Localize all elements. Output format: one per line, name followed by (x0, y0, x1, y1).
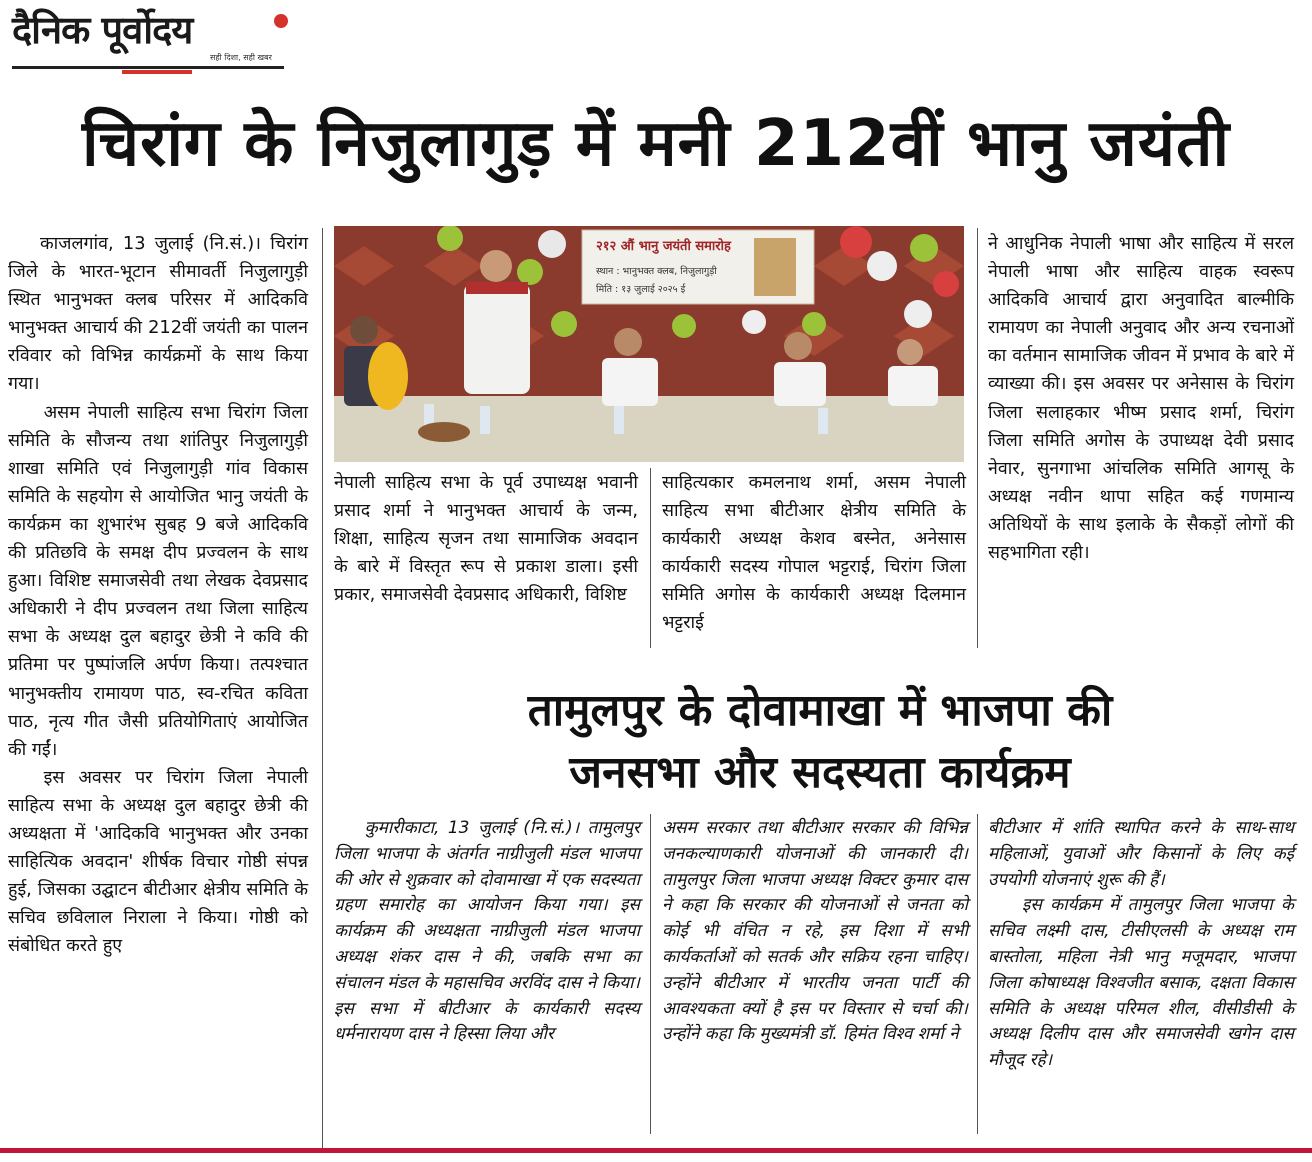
story1-column-2 (334, 469, 638, 609)
story2-col3-para-2: इस कार्यक्रम में तामुलपुर जिला भाजपा के सचिव लक्ष्मी दास, टीसीएलसी के अध्यक्ष राम बास्तोला, महिला नेत्री भानु मजूमदार, भाजपा जिला कोषाध्यक्ष विश्वजीत बसाक, दक्षता विकास समिति के अध्यक्ष परिमल शील, वीसीडीसी के अध्यक्ष दिलीप दास और समाजसेवी खगेन दास मौजूद रहे। (988, 895, 1294, 1071)
headline-second (330, 680, 1310, 804)
story2-column-2 (662, 816, 968, 1048)
photo-banner-title: २१२ औं भानु जयंती समारोह (596, 239, 731, 254)
masthead-title: दैनिक पूर्वोदय (12, 7, 193, 52)
story1-para-1: काजलगांव, 13 जुलाई (नि.सं.)। चिरांग जिले के भारत-भूटान सीमावर्ती निजुलागुड़ी स्थित भानुभक्त क्लब परिसर में आदिकवि भानुभक्त आचार्य की 212वीं जयंती का पालन रविवार को विभिन्न कार्यक्रमों के साथ किया गया। (8, 233, 308, 395)
headline-main: चिरांग के निजुलागुड़ में मनी 212वीं भानु जयंती (81, 107, 1231, 181)
story1-col3-text: साहित्यकार कमलनाथ शर्मा, असम नेपाली साहित्य सभा बीटीआर क्षेत्रीय समिति के कार्यकारी अध्यक्ष केशव बस्नेत, अनेसास कार्यकारी सदस्य गोपाल भट्टराई, चिरांग जिला समिति अगोस के कार्यकारी अध्यक्ष दिलमान भट्टराई (662, 472, 966, 634)
story1-col4-text: ने आधुनिक नेपाली भाषा और साहित्य में सरल नेपाली भाषा और साहित्य वाहक स्वरूप आदिकवि आचार्य द्वारा अनुवादित बाल्मीकि रामायण का नेपाली अनुवाद और अन्य रचनाओं का वर्तमान सामाजिक जीवन में प्रभाव के बारे में व्याख्या की। इस अवसर पर अनेसास के चिरांग जिला सलाहकार भीष्म प्रसाद शर्मा, चिरांग जिला समिति अगोस के उपाध्यक्ष देवी प्रसाद नेवार, सुनगाभा आंचलिक समिति आगसू के अध्यक्ष नवीन थापा सहित कई गणमान्य अतिथियों के साथ इलाके के सैकड़ों लोगों की सहभागिता रही। (988, 233, 1294, 564)
masthead-tagline: सही दिशा, सही खबर (210, 53, 272, 62)
column-separator (650, 468, 651, 648)
headline-second-line-1: तामुलपुर के दोवामाखा में भाजपा की (527, 685, 1113, 736)
event-photo (334, 226, 964, 462)
masthead-rule (12, 66, 284, 69)
event-photo-illustration (334, 226, 964, 462)
story2-col1-text: कुमारीकाटा, 13 जुलाई (नि.सं.)। तामुलपुर जिला भाजपा के अंतर्गत नाग्रीजुली मंडल भाजपा की ओर से शुक्रवार को दोवामाखा में एक सदस्यता ग्रहण समारोह का आयोजन किया गया। इस कार्यक्रम की अध्यक्षता नाग्रीजुली मंडल भाजपा अध्यक्ष शंकर दास ने की, जबकि सभा का संचालन मंडल के महासचिव अरविंद दास ने किया। इस सभा में बीटीआर के कार्यकारी सदस्य धर्मनारायण दास ने हिस्सा लिया और (334, 818, 640, 1045)
story2-col2-text: असम सरकार तथा बीटीआर सरकार की विभिन्न जनकल्याणकारी योजनाओं की जानकारी दी। तामुलपुर जिला भाजपा अध्यक्ष विक्टर कुमार दास ने कहा कि सरकार की योजनाओं से जनता को कोई भी वंचित न रहे, इस दिशा में सभी कार्यकर्ताओं को सतर्क और सक्रिय रहना चाहिए। उन्होंने बीटीआर में भारतीय जनता पार्टी की आवश्यकता क्यों है इस पर विस्तार से चर्चा की। उन्होंने कहा कि मुख्यमंत्री डॉ. हिमंत विश्व शर्मा ने (662, 818, 968, 1045)
column-separator (650, 814, 651, 1134)
bottom-rule (0, 1148, 1312, 1153)
story1-column-1 (8, 230, 308, 960)
story1-para-3: इस अवसर पर चिरांग जिला नेपाली साहित्य सभा के अध्यक्ष दुल बहादुर छेत्री की अध्यक्षता में 'आदिकवि भानुभक्त और उनका साहित्यिक अवदान' शीर्षक विचार गोष्ठी संपन्न हुई, जिसका उद्घाटन बीटीआर क्षेत्रीय समिति के सचिव छविलाल निराला ने किया। गोष्ठी को संबोधित करते हुए (8, 766, 308, 957)
masthead-logo-dot (274, 14, 288, 28)
masthead-red-bar (122, 70, 192, 74)
column-separator (977, 814, 978, 1134)
story1-para-2: असम नेपाली साहित्य सभा चिरांग जिला समिति के सौजन्य तथा शांतिपुर निजुलागुड़ी शाखा समिति एवं निजुलागुड़ी गांव विकास समिति के सहयोग से आयोजित भानु जयंती के कार्यक्रम का शुभारंभ सुबह 9 बजे आदिकवि की प्रतिछवि के समक्ष दीप प्रज्वलन के साथ हुआ। विशिष्ट समाजसेवी तथा लेखक देवप्रसाद अधिकारी ने दीप प्रज्वलन तथा जिला साहित्य सभा के अध्यक्ष दुल बहादुर छेत्री ने कवि की प्रतिमा पर पुष्पांजलि अर्पण किया। तत्पश्चात भानुभक्तीय रामायण पाठ, स्व-रचित कविता पाठ, नृत्य गीत जैसी प्रतियोगिताएं आयोजित की गईं। (8, 401, 308, 760)
column-separator (322, 228, 323, 1148)
story1-column-3 (662, 469, 966, 638)
story1-column-4 (988, 230, 1294, 567)
masthead (12, 8, 287, 74)
photo-banner-date: मिति : १३ जुलाई २०२५ ई (596, 284, 686, 295)
story2-column-1 (334, 816, 640, 1048)
headline-second-line-2: जनसभा और सदस्यता कार्यक्रम (569, 747, 1071, 798)
story2-col3-para-1: बीटीआर में शांति स्थापित करने के साथ-साथ महिलाओं, युवाओं और किसानों के लिए कई उपयोगी योजनाएं शुरू की हैं। (988, 818, 1294, 890)
column-separator (977, 228, 978, 648)
story2-column-3 (988, 816, 1294, 1074)
photo-banner-place: स्थान : भानुभक्त क्लब, निजुलागुड़ी (596, 266, 717, 277)
story1-col2-text: नेपाली साहित्य सभा के पूर्व उपाध्यक्ष भवानी प्रसाद शर्मा ने भानुभक्त आचार्य के जन्म, शिक्षा, साहित्य सृजन तथा सामाजिक अवदान के बारे में विस्तृत रूप से प्रकाश डाला। इसी प्रकार, समाजसेवी देवप्रसाद अधिकारी, विशिष्ट (334, 472, 638, 606)
